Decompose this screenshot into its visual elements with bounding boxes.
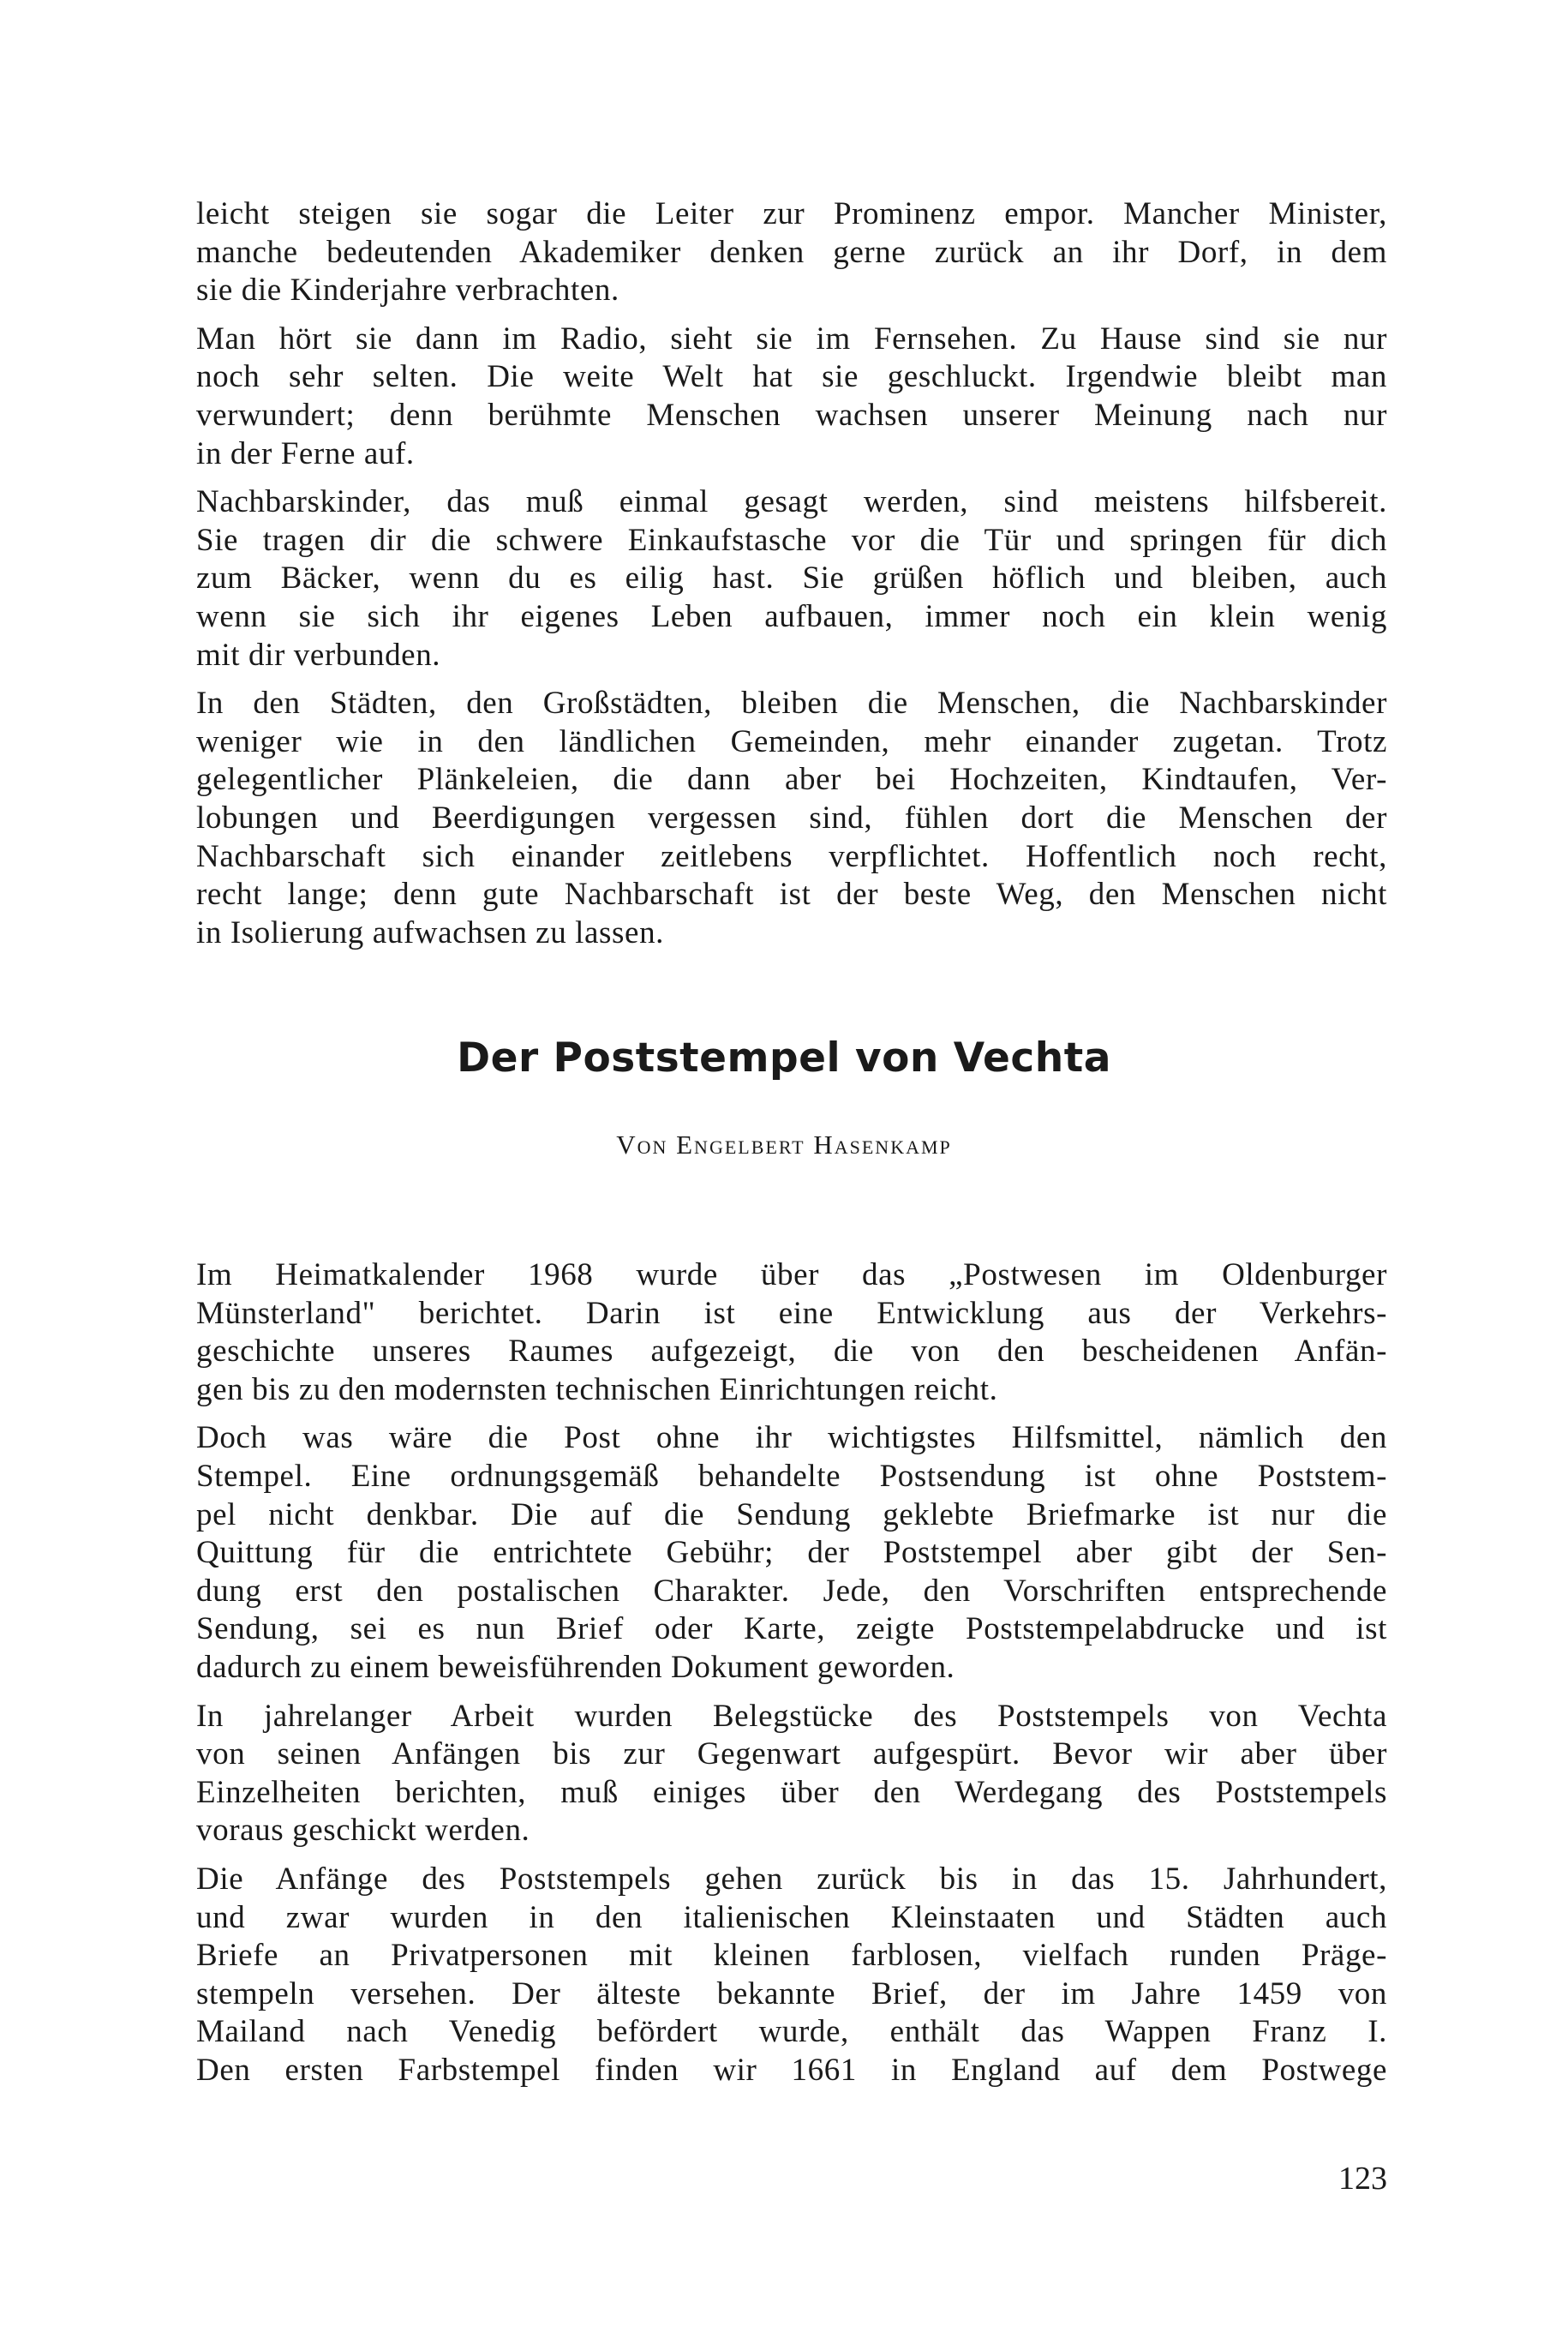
text-line: Doch was wäre die Post ohne ihr wichtigstes Hilfsmittel, nämlich den	[196, 1420, 1387, 1456]
text-line: geschichte unseres Raumes aufgezeigt, die von den bescheidenen Anfän-	[196, 1334, 1387, 1370]
text-line: recht lange; denn gute Nachbarschaft ist der beste Weg, den Menschen nicht	[196, 877, 1387, 913]
text-line: stempeln versehen. Der älteste bekannte Brief, der im Jahre 1459 von	[196, 1975, 1387, 2011]
text-line: Nachbarskinder, das muß einmal gesagt werden, sind meistens hilfsbereit.	[196, 484, 1387, 520]
paragraph	[196, 1419, 1387, 1687]
text-line: Sie tragen dir die schwere Einkaufstasche vor die Tür und springen für dich	[196, 522, 1387, 558]
upper-text-block	[196, 195, 1387, 962]
article-title: Der Poststempel von Vechta	[457, 1034, 1111, 1082]
text-line: voraus geschickt werden.	[196, 1813, 530, 1849]
text-line: leicht steigen sie sogar die Leiter zur Prominenz empor. Mancher Minister,	[196, 196, 1387, 231]
text-line: sie die Kinderjahre verbrachten.	[196, 273, 619, 309]
page-number: 123	[1338, 2161, 1387, 2197]
text-line: dadurch zu einem beweisführenden Dokument geworden.	[196, 1649, 955, 1685]
text-line: gelegentlicher Plänkeleien, die dann aber bei Hochzeiten, Kindtaufen, Ver-	[196, 762, 1387, 798]
text-line: Man hört sie dann im Radio, sieht sie im Fernsehen. Zu Hause sind sie nur	[196, 321, 1387, 357]
text-line: Stempel. Eine ordnungsgemäß behandelte Postsendung ist ohne Poststem-	[196, 1458, 1387, 1494]
text-line: In den Städten, den Großstädten, bleiben die Menschen, die Nachbarskinder	[196, 686, 1387, 722]
text-line: Briefe an Privatpersonen mit kleinen farblosen, vielfach runden Präge-	[196, 1938, 1387, 1974]
text-line: pel nicht denkbar. Die auf die Sendung geklebte Briefmarke ist nur die	[196, 1496, 1387, 1532]
text-line: zum Bäcker, wenn du es eilig hast. Sie grüßen höflich und bleiben, auch	[196, 561, 1387, 596]
text-line: Den ersten Farbstempel finden wir 1661 in England auf dem Postwege	[196, 2052, 1387, 2088]
text-line: mit dir verbunden.	[196, 637, 441, 673]
text-line: in der Ferne auf.	[196, 435, 415, 471]
text-line: Nachbarschaft sich einander zeitlebens verpflichtet. Hoffentlich noch recht,	[196, 838, 1387, 874]
text-line: Quittung für die entrichtete Gebühr; der Poststempel aber gibt der Sen-	[196, 1535, 1387, 1571]
text-line: In jahrelanger Arbeit wurden Belegstücke des Poststempels von Vechta	[196, 1698, 1387, 1734]
paragraph	[196, 321, 1387, 473]
text-line: verwundert; denn berühmte Menschen wachsen unserer Meinung nach nur	[196, 397, 1387, 433]
paragraph	[196, 483, 1387, 674]
article-byline: Von Engelbert Hasenkamp	[616, 1130, 952, 1160]
text-line: weniger wie in den ländlichen Gemeinden, mehr einander zugetan. Trotz	[196, 723, 1387, 759]
text-line: dung erst den postalischen Charakter. Jede, den Vorschriften entsprechende	[196, 1573, 1387, 1609]
text-line: Im Heimatkalender 1968 wurde über das „Postwesen im Oldenburger	[196, 1257, 1387, 1292]
text-line: gen bis zu den modernsten technischen Einrichtungen reicht.	[196, 1371, 998, 1407]
text-line: Münsterland" berichtet. Darin ist eine Entwicklung aus der Verkehrs-	[196, 1295, 1387, 1331]
paragraph	[196, 1861, 1387, 2090]
text-line: noch sehr selten. Die weite Welt hat sie geschluckt. Irgendwie bleibt man	[196, 359, 1387, 395]
text-line: Die Anfänge des Poststempels gehen zurück bis in das 15. Jahrhundert,	[196, 1861, 1387, 1897]
paragraph	[196, 685, 1387, 952]
text-line: manche bedeutenden Akademiker denken gerne zurück an ihr Dorf, in dem	[196, 234, 1387, 270]
text-line: von seinen Anfängen bis zur Gegenwart aufgespürt. Bevor wir aber über	[196, 1736, 1387, 1772]
text-line: Mailand nach Venedig befördert wurde, enthält das Wappen Franz I.	[196, 2014, 1387, 2050]
paragraph	[196, 1698, 1387, 1850]
text-line: und zwar wurden in den italienischen Kleinstaaten und Städten auch	[196, 1899, 1387, 1935]
paragraph	[196, 1256, 1387, 1409]
text-line: wenn sie sich ihr eigenes Leben aufbauen, immer noch ein klein wenig	[196, 598, 1387, 634]
text-line: Einzelheiten berichten, muß einiges über den Werdegang des Poststempels	[196, 1774, 1387, 1810]
text-line: in Isolierung aufwachsen zu lassen.	[196, 914, 665, 950]
text-line: Sendung, sei es nun Brief oder Karte, zeigte Poststempelabdrucke und ist	[196, 1611, 1387, 1647]
article-body	[196, 1256, 1387, 2100]
text-line: lobungen und Beerdigungen vergessen sind, fühlen dort die Menschen der	[196, 800, 1387, 836]
paragraph	[196, 195, 1387, 310]
